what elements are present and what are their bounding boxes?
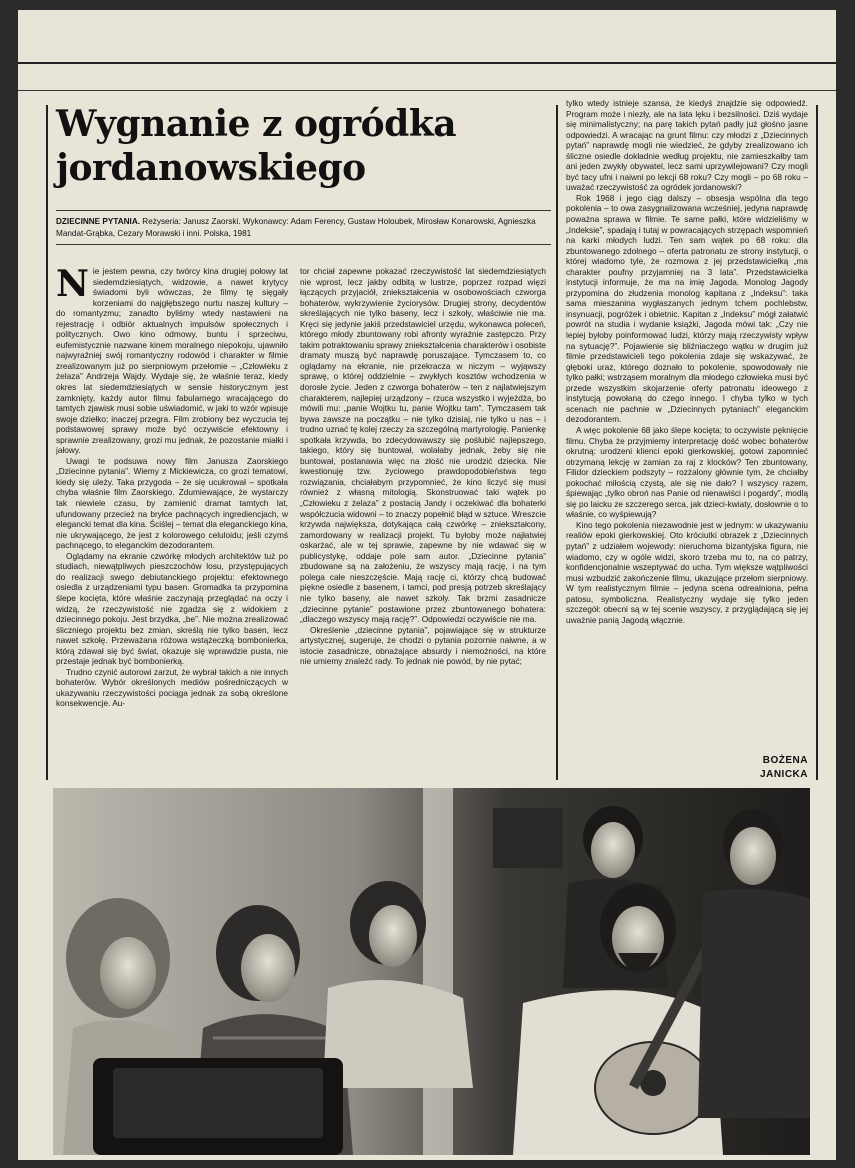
film-still-photo xyxy=(53,788,810,1155)
magazine-page xyxy=(18,10,836,1160)
author-last-name: JANICKA xyxy=(760,769,808,780)
film-title: DZIECINNE PYTANIA. xyxy=(56,217,141,226)
column-rule-right xyxy=(816,105,818,780)
top-rule-thin xyxy=(18,90,836,91)
article-column-1 xyxy=(56,266,288,781)
article-column-2 xyxy=(300,266,546,781)
paragraph: Trudno czynić autorowi zarzut, że wybrał takich a nie innych bohaterów. Wybór określonych mediów pośredniczących w ukazywaniu rzeczywistości pociąga jednak za sobą określone konsekwencje. Au- xyxy=(56,666,288,709)
top-rule xyxy=(18,62,836,64)
author-first-name: BOŻENA xyxy=(762,755,808,766)
article-column-3 xyxy=(566,98,808,750)
credits-rule-bottom xyxy=(56,244,551,245)
paragraph: A więc pokolenie 68 jako ślepe kocięta; to oczywiste pęknięcie filmu. Chyba że przyjmiemy interpretację dość wobec bohaterów okrutną: urodzeni klienci epoki gierkowskiej, gotowi zapomnieć otrzymaną lekcję w zamian za raj z klocków? Ten zbuntowany, Filidor dzieckiem podszyty – rozżalony głównie tym, że chciałby pokochać miłością czystą, ale się nie dało? I wszyscy razem, śpiewając „tylko obroń nas Panie od nienawiści i pogardy”, modlą się po laicku ze szczerego serca, jak dzieci-kwiaty, dosłownie o to właśnie, co wyśpiewują? xyxy=(566,424,808,520)
paragraph: Określenie „dziecinne pytania”, pojawiające się w strukturze artystycznej, sugeruje, że chodzi o pytania pozornie naiwne, a w istocie zasadnicze, obnażające absurdy i niemożności, na które nie umiemy znaleźć rady. To jednak nie powód, by nie pytać; xyxy=(300,624,546,667)
paragraph: Rok 1968 i jego ciąg dalszy – obsesja wspólna dla tego pokolenia – to owa zasygnalizowana wcześniej, jedyna naprawdę poważna sprawa w filmie. Te same pałki, które widzieliśmy w „Indeksie”, spadają i tutaj w powracających strzępach wspomnień na karki młodych ludzi. Ten sam wątek po 68 roku: dla zbuntowanego zdolnego – oferta patronatu ze strony instytucji, o której wiadomo tyle, że rozmowa z jej przedstawicielką „ma charakter poufny przyjamniej na 3 lata”. Przedstawicielka instytucji informuje, że ma na imię Jagoda. Monolog Jagody przypomina do złudzenia monolog kapitana z „Indeksu”: taka sama mieszanina wygłaszanych jednym tchem pochlebstw, insynuacji, pogróżek i obietnic. Kapitan z „Indeksu” mógł załatwić powrót na studia i wydanie książki, Jagoda mówi tak: „Czy nie lepiej byłoby poinformować ludzi, którzy mają rzeczywisty wpływ na sytuację?”. Pojawienie się bliźniaczego wątku w drugim już filmie przedstawicieli tego pokolenia zdaje się wskazywać, że głęboki uraz, którego doznało to pokolenie, spowodowały nie tylko pałki; wstrząsem moralnym dla młodego człowieka musi być przede wszystkim skojarzenie oferty patronatu ideowego z instytucją powołaną do czego innego. I chyba tylko w tych scenach nie pachnie w „Dziecinnych pytaniach” eleganckim dezodorantem. xyxy=(566,192,808,425)
drop-cap: N xyxy=(56,266,89,305)
paragraph: Kino tego pokolenia niezawodnie jest w jednym: w ukazywaniu realiów epoki gierkowskiej. Oto króciutki obrazek z „Dziecinnych pytań” z udziałem wojewody: nieruchoma bizantyjska figura, nie wiadomo, czy w ogóle widzi, skoro trzeba mu to, na co patrzy, konfidencjonalnie wszeptywać do ucha. Tym większe wątpliwości musi wzbudzić zakończenie filmu, ukazujące przełom sierpniowy. W tym realistycznym filmie – jedyna scena odrealniona, pełna patosu, symboliczna. Realistyczny wydaje się tylko jeden szczegół: obecni są w tej scenie wszyscy, z przyglądającą się jej uważnie panią Jagodą włącznie. xyxy=(566,519,808,625)
paragraph: Uwagi te podsuwa nowy film Janusza Zaorskiego „Dziecinne pytania”. Wiemy z Mickiewicza, co grozi tematowi, kiedy się uleży. Taka przygoda – że się ucukrował – spotkała chyba właśnie film Zaorskiego. Zdumiewające, że wystarczy tak niewiele czasu, by zamienić dramat tamtych lat, ufundowany przecież na bryłce pachnących ingrediencjach, w elegancki temat dla kina. Ściślej – temat dla eleganckiego kina, nie ukrywającego, że jest z kolorowego celuloidu; jeśli czymś pachnącego, to eleganckim dezodorantem. xyxy=(56,455,288,551)
film-credits-text: Reżyseria: Janusz Zaorski. Wykonawcy: Adam Ferency, Gustaw Holoubek, Mirosław Konarowski, Agnieszka Mandat-Grąbka, Cezary Morawski i inni. Polska, 1981 xyxy=(56,217,536,238)
photo-illustration xyxy=(53,788,810,1155)
paragraph: tylko wtedy istnieje szansa, że kiedyś znajdzie się odpowiedź. Program może i niezły, ale na lata lęku i bezsilności. Dziś wydaje się minimalistyczny; na parę takich pytań padły już głośno jasne odpowiedzi. A wracając na grunt filmu: czy młodzi z „Dziecinnych pytań” naprawdę mogli nie wiedzieć, że gdyby zrealizowano ich śliczne osiedle dokładnie według projektu, nie zamieszkałby tam ani jeden zwykły obywatel, lecz sami uprzywilejowani? Czy mogli być tacy ufni i naiwni po lekcji 68 roku? Czy mogli – po 68 roku – uważać rzeczywistość za ogródek jordanowski? xyxy=(566,98,808,193)
paragraph: Nie jestem pewna, czy twórcy kina drugiej połowy lat siedemdziesiątych, widzowie, a nawet krytycy świadomi byli wówczas, że filmy tę sięgały korzeniami do najgłębszego nurtu naszej kultury – do romantyzmu; zanadto byliśmy wtedy nastawieni na rejestrację i odbiór aktualnych impulsów społecznych i politycznych. Owo kino odmowy, buntu i sprzeciwu, eufemistycznie nazwane kinem moralnego niepokoju, ujawniło najwyraźniej swój romantyczny rodowód i charakter w filmie zrealizowanym już po sierpniowym przełomie – „Człowieku z żelaza” Andrzeja Wajdy. Wydaje się, że właśnie teraz, kiedy okres lat siedemdziesiątych w sensie historycznym jest zamknięty, każdy autor filmu fabularnego wracającego do tamtych zjawisk musi sobie uświadomić, w jaki to wzór wpisuje swoje dziełko; inaczej przegra. Film zrobiony bez wyczucia tej podstawowej sprawy może być oczywiście efektowny i sprawnie zrealizowany, grozi mu jednak, że pozostanie miałki i jałowy. xyxy=(56,266,288,456)
film-credits xyxy=(56,216,551,240)
column-rule-middle xyxy=(556,105,558,780)
credits-rule-top xyxy=(56,210,551,211)
column-rule-left xyxy=(46,105,48,780)
paragraph: Oglądamy na ekranie czwórkę młodych architektów tuż po studiach, niewątpliwych pieszczochów losu, przystępujących do realizacji swego debiutanckiego projektu: efektownego osiedla z urządzeniami typu basen. Gromadka ta przypomina ślepe kocięta, które właśnie zaczynają przeglądać na oczy i widzą, że rzeczywistość nie zgadza się z widokiem z dziecinnego pokoju. Jest brzydka, „be”. Nie można zrealizować śliczniego projektu bez zmian, skreślą nie tylko basen, lecz nawet szkołę. Przeważana różowa wstążeczką bombonierka, którą zdawał się być świat, okazuje się wprawdzie pusta, nie przestaje jednak być bombonierką. xyxy=(56,550,288,667)
author-byline xyxy=(718,754,808,782)
paragraph: tor chciał zapewne pokazać rzeczywistość lat siedemdziesiątych nie wprost, lecz jakby odbitą w lustrze, poprzez rozpad więzi łączących przyjaciół, zniekształcenia w osobowościach czworga bohaterów, wykrzywienie życiorysów. Drugiej strony, decydentów skreślających nie tylko baseny, lecz i szkoły, właściwie nie ma. Kręci się jedynie jakiś przedstawiciel urzędu, wykonawca poleceń, którego młody zbuntowany robi afronty wyraźnie zastępczo. Przy takim potraktowaniu sprawy zniekształcenia charakterów i osobiste dramaty muszą być naprawdę poruszające. Tymczasem to, co oglądamy na ekranie, nie przekracza w niczym – wyjąwszy sprawę, o której oddzielnie – zwykłych kosztów wchodzenia w dorosłe życie. Jeden z czworga bohaterów – ten z najlatwiejszym charakterem, najlepiej urządzony – rzuca wszystko i wyjeżdża, bo mówili mu: „panie Wojtku tu, panie Wojtku tam”. Tymczasem tak bywa zawsze na początku – nie tylko dzisiaj, nie tylko u nas – i trudno uznać tę kolej rzeczy za szczególną martyrologię. Panienkę spotkała krzywda, bo zdecydowawszy się poślubić najlepszego, takiego, który się buntował, wolałaby jednak, żeby się nie buntował, postanawia więc na złość nie urodzić dziecka. Nie kwestionuję tzw. życiowego prawdopodobieństwa tego rozwiązania, chciałabym przypomnieć, że kino liczyć się musi również z własną mitologią. Skonstruować taki wątek po „Człowieku z żelaza” z postacią Jandy i oczekiwać dla bohaterki współczucia widowni – to znaczy popełnić błąd w sztuce. Wreszcie krzywda największa, dotykająca całą czwórkę – zniekształcony, zamordowany w realizacji projekt. Tu byłoby może najłatwiej oskarżać, ale w tej sprawie, zapewne by nie wdawać się w publicystykę, oddaje pole sam autor. „Dziecinne pytania” zbudowane są na założeniu, że wszyscy mają rację, i na tym polega całe nieszczęście. Mają rację ci, którzy chcą budować piękne osiedle z basenem, i tamci, pod presją potrzeb skreślający nie tylko baseny, ale nawet szkoły. Tak brzmi zasadnicze „dziecinne pytanie” postawione przez zbuntowanego bohatera: „dlaczego wszyscy mają rację?”. Odpowiedzi oczywiście nie ma. xyxy=(300,266,546,625)
article-title: Wygnanie z ogródka jordanowskiego xyxy=(56,103,457,189)
